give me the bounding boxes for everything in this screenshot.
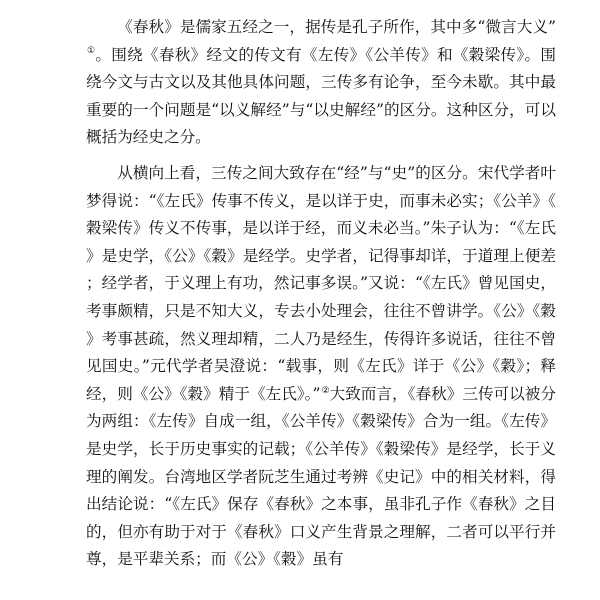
paragraph-2 <box>86 160 556 574</box>
paragraph-2-text-b: 大致而言，《春秋》三传可以被分为两组：《左传》自成一组，《公羊传》《穀梁传》合为一组。《左传》是史学，长于历史事实的记载；《公羊传》《穀梁传》是经学，长于义理的阐发。台湾地区学者阮芝生通过考辨《史记》中的相关材料，得出结论说：“《左氏》保存《春秋》之本事，虽非孔子作《春秋》之目的，但亦有助于对于《春秋》口义产生背景之理解，二者可以平行并尊，是平辈关系；而《公》《穀》虽有 <box>86 384 557 569</box>
paragraph-2-text-a: 从横向上看，三传之间大致存在“经”与“史”的区分。宋代学者叶梦得说：“《左氏》传事不传义，是以详于史，而事未必实；《公羊》《穀梁传》传义不传事，是以详于经，而义未必当。”朱子认为：“《左氏》是史学，《公》《穀》是经学。史学者，记得事却详，于道理上便差；经学者，于义理上有功，然记事多误。”又说：“《左氏》曾见国史，考事颇精，只是不知大义，专去小处理会，往往不曾讲学。《公》《穀》考事甚疏，然义理却精，二人乃是经生，传得许多说话，往往不曾见国史。”元代学者吴澄说：“载事，则《左氏》详于《公》《穀》；释经，则《公》《穀》精于《左氏》。” <box>86 163 556 403</box>
paragraph-1-text-a: 《春秋》是儒家五经之一，据传是孔子所作，其中多“微言大义” <box>117 18 556 36</box>
paragraph-1-text-b: 。围绕《春秋》经文的传文有《左传》《公羊传》和《穀梁传》。围绕今文与古文以及其他具体问题，三传多有论争，至今未歇。其中最重要的一个问题是“以义解经”与“以史解经”的区分。这种区分，可以概括为经史之分。 <box>86 45 556 147</box>
footnote-marker-1: ① <box>87 46 96 57</box>
footnote-marker-2: ② <box>321 385 330 396</box>
document-page <box>86 14 556 574</box>
paragraph-1 <box>86 14 556 152</box>
